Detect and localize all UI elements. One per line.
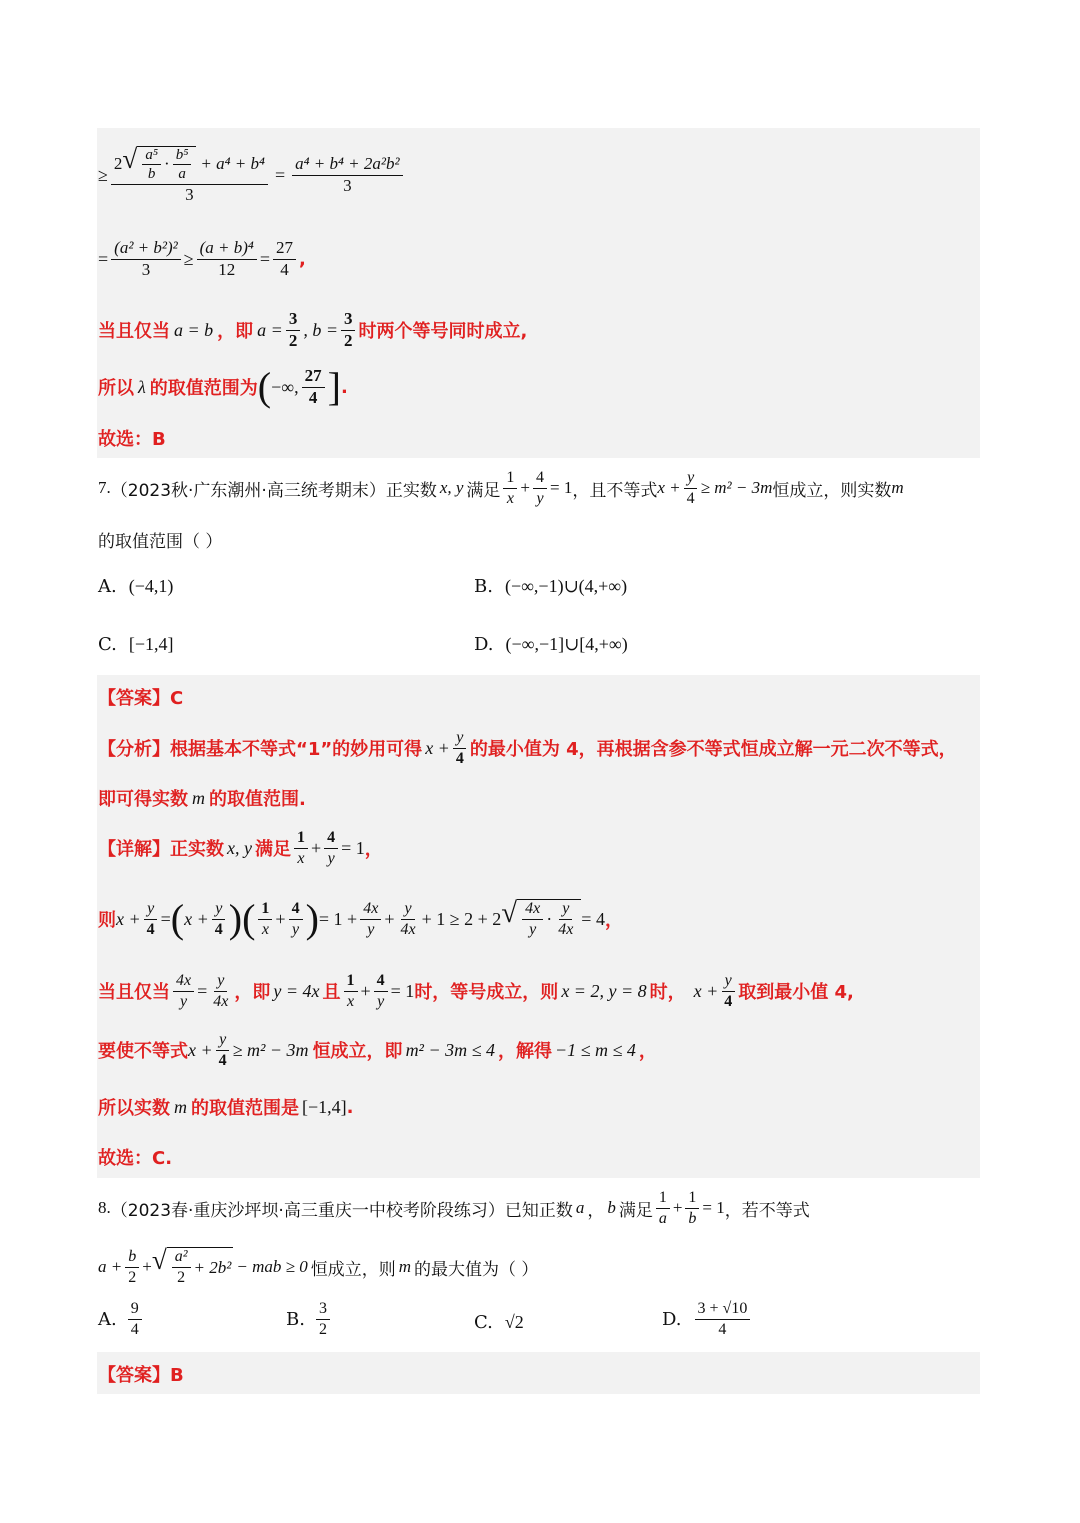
math: x = 2, y = 8: [561, 980, 647, 1001]
frac-num: 4: [324, 829, 338, 849]
text: ，: [587, 1200, 605, 1221]
math: [−1,4]: [302, 1096, 347, 1117]
text: 所以: [98, 378, 134, 399]
frac: [453, 729, 467, 767]
fraction-2: [292, 155, 402, 195]
sqrt: √ $\frac{\text{a²}}{2}$ + 2b²: [151, 1245, 232, 1286]
math: x +: [425, 737, 450, 758]
frac-den: x: [506, 489, 514, 507]
frac-num: 1: [344, 972, 358, 992]
text: ，: [638, 1041, 657, 1062]
math: = 4: [581, 908, 605, 929]
text: ，: [364, 839, 383, 860]
option-label: D.: [662, 1308, 682, 1330]
frac-den: 4x: [558, 921, 574, 938]
q7-final: [98, 1145, 172, 1169]
frac-num: y: [401, 900, 414, 920]
frac: [316, 1300, 330, 1338]
text: 即可得实数: [98, 789, 188, 810]
text: 时，: [649, 982, 686, 1003]
frac-den: 4: [455, 749, 464, 767]
text: 所以实数: [98, 1098, 170, 1119]
option-label: C.: [98, 634, 117, 655]
option-label: B.: [474, 576, 493, 597]
question-number: 7.: [98, 478, 111, 497]
q7-line-1: 7. （2023秋·广东潮州·高三统考期末） 正实数 x, y 满足 $\frac{1}{x}$ + $\frac{4}{y}$ = 1 ，且不等式 x + $\frac{y}{4}$ ≥ m² − 3m 恒成立，则实数 m: [98, 468, 904, 507]
option-value: [−1,4]: [128, 634, 174, 654]
text: .: [340, 376, 348, 398]
frac-num: 9: [128, 1300, 142, 1320]
frac-den: 4: [686, 489, 695, 507]
text: 的取值范围.: [209, 789, 306, 810]
lambda: λ: [138, 376, 146, 397]
option-label: A.: [98, 576, 117, 597]
q8-option-b[interactable]: [286, 1300, 333, 1338]
frac-num: y: [144, 900, 157, 920]
text: 恒成立，则: [310, 1259, 396, 1280]
frac-num: 27: [302, 367, 325, 388]
frac-num: a⁵: [142, 147, 161, 166]
text: 当且仅当: [98, 321, 170, 342]
q8-line-1: 8. （2023春·重庆沙坪坝·高三重庆一中校考阶段练习） 已知正数 a ， b 满足 $\frac{1}{a}$ + $\frac{1}{b}$ = 1 ，若不等式: [98, 1188, 810, 1227]
text: ，若不等式: [724, 1200, 810, 1221]
solution-line-4: 所以 λ 的取值范围为 ( −∞, $\frac{27}{4}$ ] .: [98, 364, 348, 409]
frac: [172, 1248, 191, 1286]
frac-den: 2: [343, 330, 353, 350]
eq-sign: =: [274, 164, 286, 185]
q7-analysis-1: [98, 724, 957, 772]
math: +: [142, 1257, 152, 1276]
frac-den: y: [377, 992, 385, 1010]
q7-option-a[interactable]: [98, 576, 173, 597]
math: m: [398, 1257, 411, 1276]
frac-den: 3: [185, 184, 194, 204]
frac-num: 4x: [173, 972, 194, 992]
frac-den: 4: [308, 387, 318, 407]
text: 满足: [466, 480, 501, 501]
frac: [397, 900, 418, 938]
q8-line-2: [98, 1240, 538, 1294]
frac-num: y: [216, 1031, 229, 1051]
frac: [533, 469, 547, 507]
fraction-27-4: [302, 367, 325, 407]
frac-num: 3: [316, 1300, 330, 1320]
math: − mab ≥ 0: [236, 1257, 308, 1276]
frac-num: a²: [172, 1248, 191, 1268]
text: 【分析】根据基本不等式“1”的妙用可得: [98, 739, 423, 760]
math: x, y: [439, 478, 464, 497]
fraction-5: [273, 239, 296, 279]
text: 的取值范围为: [149, 378, 258, 399]
frac-den: b: [147, 166, 156, 183]
frac-den: 3: [141, 259, 151, 279]
frac-num: 4: [289, 900, 303, 920]
q7-answer: [98, 684, 183, 710]
math: ≥ m² − 3m: [700, 478, 773, 497]
frac-den: x: [346, 992, 355, 1010]
option-value: (−4,1): [128, 576, 174, 596]
frac-num: y: [722, 972, 735, 992]
frac: [125, 1248, 139, 1286]
math: = 1: [550, 478, 573, 497]
frac-num: b⁵: [173, 147, 192, 166]
frac: [344, 972, 358, 1010]
math: m: [192, 787, 205, 808]
frac-num: (a + b)⁴: [197, 239, 257, 260]
fraction-3-2: [286, 310, 301, 350]
sqrt: √ $\frac{4x}{y}$ · $\frac{y}{4x}$: [501, 899, 581, 938]
question-source: （2023秋·广东潮州·高三统考期末）: [110, 480, 386, 501]
frac: [695, 1300, 751, 1338]
math: + 1 ≥ 2 + 2: [421, 908, 502, 929]
fraction-4: [197, 239, 257, 279]
text: 的取值范围（ ）: [98, 531, 223, 552]
math: = 1: [390, 980, 415, 1001]
math: b: [607, 1198, 616, 1217]
frac: [258, 900, 272, 938]
q8-answer: [98, 1361, 184, 1387]
math: m: [891, 478, 904, 497]
frac-num: 4x: [360, 900, 381, 920]
question-number: 8.: [98, 1198, 111, 1217]
option-label: C.: [474, 1312, 493, 1333]
frac-den: 2: [128, 1268, 137, 1286]
frac-num: 1: [685, 1189, 699, 1209]
text: 当且仅当: [98, 982, 170, 1003]
math: =: [160, 908, 171, 929]
frac-num: 27: [273, 239, 296, 260]
solution-line-1: [98, 134, 406, 216]
frac-den: 3: [343, 175, 352, 195]
frac-num: 3 + √10: [695, 1300, 751, 1320]
frac-num: 4: [374, 972, 388, 992]
frac-den: y: [180, 992, 188, 1010]
math: , b =: [303, 319, 338, 340]
frac-num: 4: [533, 469, 547, 489]
frac: [374, 972, 388, 1010]
fraction-3: [111, 239, 181, 279]
math: −1 ≤ m ≤ 4: [554, 1039, 636, 1060]
frac: [324, 829, 338, 867]
q7-detail-4: [98, 1026, 657, 1074]
frac-num: 1: [503, 469, 517, 489]
q7-option-c[interactable]: [98, 634, 174, 655]
q7-detail-5: [98, 1094, 353, 1120]
math: = 1: [341, 837, 365, 858]
fraction-3-2b: [341, 310, 356, 350]
text: 时两个等号同时成立,: [358, 321, 528, 342]
option-label: B.: [286, 1308, 305, 1330]
math: a =: [257, 319, 283, 340]
q8-option-c[interactable]: [474, 1312, 524, 1333]
answer-text: 故选：C.: [98, 1148, 173, 1169]
geq-sign: ≥: [98, 164, 108, 185]
solution-line-2: = $\frac{\text{(a² + b²)²}}{3}$ ≥ $\frac{\text{(a + b)⁴}}{12}$ = $\frac{27}{4}$ ,: [98, 237, 306, 279]
math: x +: [116, 908, 141, 929]
math: x +: [184, 908, 209, 929]
q7-detail-3: 当且仅当 $\frac{4x}{y}$ = $\frac{y}{4x}$ ，即 y = 4x 且 $\frac{1}{x}$ + $\frac{4}{y}$ = 1 时，等号成立，则 x = 2, y = 8 时， x + $\frac{y}{4}$ 取到最小值 4,: [98, 971, 854, 1010]
frac: [685, 1189, 699, 1227]
frac-num: 1: [294, 829, 308, 849]
frac: [216, 1031, 230, 1069]
frac-den: 4: [130, 1320, 139, 1338]
frac-num: y: [214, 972, 227, 992]
text: ，且不等式: [572, 480, 658, 501]
q8-option-d[interactable]: [662, 1300, 753, 1338]
math: ≥ m² − 3m: [232, 1039, 309, 1060]
frac-den: y: [536, 489, 544, 507]
frac-den: 4: [724, 992, 733, 1010]
frac-den: x: [297, 849, 305, 867]
expr-rest: + a⁴ + b⁴: [200, 153, 265, 173]
frac: [294, 829, 308, 867]
frac: [522, 900, 543, 938]
frac-den: x: [261, 920, 269, 938]
option-value: (−∞,−1)∪(4,+∞): [504, 576, 628, 596]
text: 已知正数: [504, 1200, 573, 1221]
frac-den: y: [292, 920, 300, 938]
frac: [144, 900, 158, 938]
math: x +: [657, 478, 681, 497]
q8-option-a[interactable]: [98, 1300, 145, 1338]
answer-text: 【答案】C: [98, 688, 184, 709]
solution-box-q8: [97, 1352, 980, 1394]
math: m² − 3m ≤ 4: [405, 1039, 495, 1060]
text: 要使不等式: [98, 1041, 188, 1062]
answer-text: 故选：B: [98, 429, 166, 450]
frac-num: y: [684, 469, 697, 489]
text: 且: [322, 982, 341, 1003]
math: = 1: [702, 1198, 725, 1217]
frac-den: 4: [214, 920, 223, 938]
frac-num: 1: [656, 1189, 670, 1209]
text: .: [346, 1096, 354, 1118]
math: x +: [188, 1039, 213, 1060]
sqrt-1: √ $\frac{\text{a⁵}}{b}$ · $\frac{\text{b⁵}}{a}$: [122, 146, 196, 183]
text: ，: [604, 910, 623, 931]
frac: [212, 900, 226, 938]
answer-q6: [98, 426, 166, 450]
question-source: （2023春·重庆沙坪坝·高三重庆一中校考阶段练习）: [110, 1200, 505, 1221]
math: x, y: [227, 837, 252, 858]
q7-detail-1: 【详解】正实数 x, y 满足 $\frac{1}{x}$ + $\frac{4}{y}$ = 1 ，: [98, 828, 383, 867]
text: 的最大值为（ ）: [414, 1259, 539, 1280]
text: 的最小值为 4，再根据含参不等式恒成立解一元二次不等式，: [469, 739, 957, 760]
frac-den: 4x: [400, 920, 416, 938]
frac-den: a: [658, 1209, 667, 1227]
math: a = b: [174, 319, 214, 340]
option-value: √2: [504, 1312, 524, 1332]
frac-num: (a² + b²)²: [111, 239, 181, 260]
frac-num: 3: [286, 310, 301, 331]
answer-text: 【答案】B: [98, 1365, 184, 1386]
frac-den: 2: [318, 1320, 327, 1338]
frac-den: 4: [718, 1320, 727, 1338]
text: 满足: [254, 839, 291, 860]
frac-num: y: [453, 729, 466, 749]
text: 的取值范围是: [191, 1098, 299, 1119]
frac: [555, 900, 576, 938]
frac: [210, 972, 231, 1010]
text: 【详解】正实数: [98, 839, 224, 860]
math: + 2b²: [193, 1257, 232, 1277]
text: ，即: [234, 982, 271, 1003]
text: ，解得: [497, 1041, 552, 1062]
frac: [503, 469, 517, 507]
frac-num: b: [125, 1248, 139, 1268]
frac-num: 3: [341, 310, 356, 331]
frac-num: 1: [258, 900, 272, 920]
frac-den: 4x: [213, 992, 229, 1010]
frac-den: 4: [218, 1051, 227, 1069]
fraction-1: [111, 143, 268, 205]
frac-num: y: [212, 900, 225, 920]
interval-left: −∞,: [271, 376, 299, 397]
math: m: [174, 1096, 187, 1117]
frac-num: y: [559, 900, 572, 920]
frac: [656, 1189, 670, 1227]
q7-detail-2: 则 x + $\frac{y}{4}$ = ( x + $\frac{y}{4}$ )( $\frac{1}{x}$ + $\frac{4}{y}$ ) = 1 + $\frac{4x}{y}$ + $\frac{y}{4x}$ + 1 ≥ 2 + 2 √ $\frac{4x}{y}$ · $\frac{y}{4x}$ = 4 ，: [98, 896, 623, 941]
frac-den: 4: [146, 920, 155, 938]
q7-analysis-2: [98, 785, 306, 811]
q7-option-b[interactable]: [474, 576, 627, 597]
text: 恒成立，即: [312, 1041, 403, 1062]
text: 则: [98, 910, 116, 931]
frac-den: y: [327, 849, 335, 867]
frac: [173, 972, 194, 1010]
frac: [684, 469, 698, 507]
option-value: (−∞,−1]∪[4,+∞): [505, 634, 628, 654]
text: 取到最小值 4,: [738, 982, 854, 1003]
text: 时，等号成立，则: [414, 982, 559, 1003]
eq-sign: =: [98, 248, 109, 269]
option-label: D.: [474, 634, 494, 655]
text: 恒成立，则实数: [772, 480, 892, 501]
frac-den: 4: [280, 259, 289, 279]
solution-line-3: [98, 306, 527, 354]
eq-sign: =: [259, 248, 271, 269]
frac-den: y: [529, 921, 537, 938]
frac-den: b: [688, 1209, 697, 1227]
option-label: A.: [98, 1308, 117, 1330]
frac: [721, 972, 735, 1010]
text: 正实数: [385, 480, 437, 501]
frac: [360, 900, 381, 938]
frac: [128, 1300, 142, 1338]
frac: [289, 900, 303, 938]
coef: 2: [113, 153, 123, 173]
frac-den: 2: [177, 1269, 186, 1286]
math: a: [575, 1198, 585, 1217]
frac-den: 2: [288, 330, 298, 350]
math: y = 4x: [273, 980, 320, 1001]
math: = 1 +: [318, 908, 358, 929]
math: a +: [98, 1257, 123, 1276]
frac-den: 12: [218, 259, 236, 279]
text: ，即: [217, 321, 254, 342]
q7-option-d[interactable]: [474, 634, 628, 655]
text: 满足: [618, 1200, 653, 1221]
frac-den: y: [367, 920, 375, 938]
q7-line-2: [98, 526, 222, 552]
geq-sign: ≥: [183, 248, 194, 269]
math: x +: [693, 980, 719, 1001]
frac-num: 4x: [522, 900, 543, 920]
frac-den: a: [178, 166, 186, 183]
frac-num: a⁴ + b⁴ + 2a²b²: [292, 155, 402, 176]
